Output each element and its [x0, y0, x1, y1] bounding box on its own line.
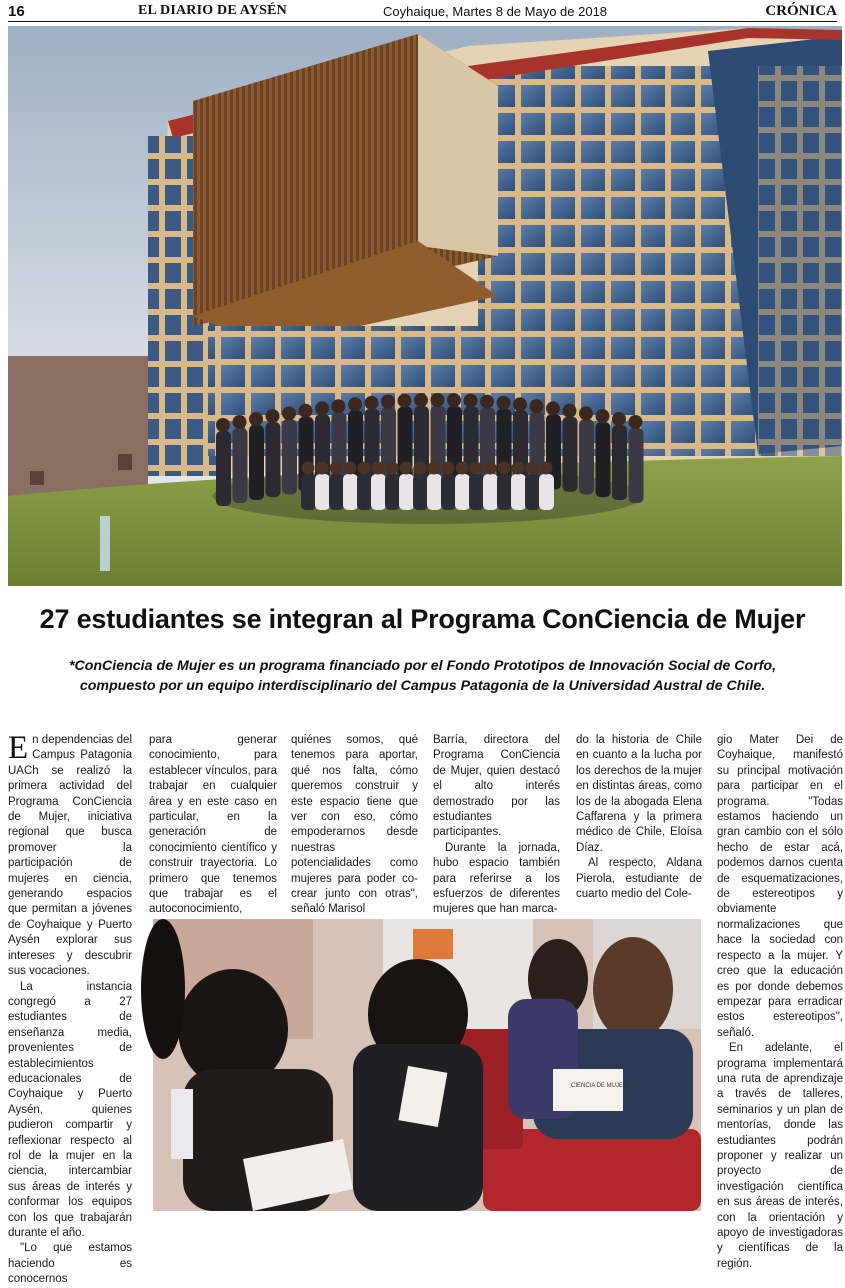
paragraph: gio Mater Dei de Coyhaique, manifestó su principal motivación para participar en el programa. "Todas estamos haciendo un gran cambio con el sólo hecho de estar acá, podemos darnos cuenta de esquematizaciones, de estereotipos y obviamente normalizaciones que hace la sociedad con respecto a la mujer. Y creo que la educación es por donde debemos empezar para erradicar estos estereotipos", señaló.	[717, 734, 843, 1039]
person-head	[513, 397, 527, 411]
article-column-5	[576, 733, 702, 902]
person-head	[498, 462, 511, 475]
newspaper-name: EL DIARIO DE AYSÉN	[138, 3, 287, 18]
person-head	[365, 396, 379, 410]
person-head	[629, 415, 643, 429]
person-head	[431, 393, 445, 407]
person-head	[442, 462, 455, 475]
person-head	[414, 393, 428, 407]
person-head	[233, 415, 247, 429]
drop-cap: E	[8, 730, 29, 766]
person-figure	[612, 425, 627, 500]
person-head	[249, 412, 263, 426]
article-headline: 27 estudiantes se integran al Programa ConCiencia de Mujer	[39, 604, 806, 634]
person-head	[530, 399, 544, 413]
paragraph: La instancia congregó a 27 estudiantes de enseñanza media, provenientes de establecimientos educacionales de Coyhaique y Puerto Aysén, quienes pudieron compartir y reflexionar respecto al rol de la mujer en la ciencia, intercambiar sus áreas de interés y conformar los equipos con los que trabajarán durante el año.	[8, 980, 132, 1239]
person-head	[348, 397, 362, 411]
booklet-text: CIENCIA DE MUJER	[571, 1083, 628, 1089]
person-figure	[441, 474, 456, 510]
person-head	[398, 394, 412, 408]
paragraph: En adelante, el programa implementará una ruta de aprendizaje a través de talleres, seminarios y un plan de mentorías, donde las estudiantes podrán proponer y realizar un proyecto de investigación científica en sus áreas de interés, con la orientación y apoyo de investigadoras y científicas de la región.	[717, 1042, 843, 1270]
person-figure	[371, 474, 386, 510]
person-figure	[385, 474, 400, 510]
person-figure	[249, 425, 264, 500]
person-figure	[497, 474, 512, 510]
person-head	[447, 393, 461, 407]
person-head	[579, 406, 593, 420]
paragraph: para generar conocimiento, para establecer vínculos, para trabajar en cualquier área y en este caso en particular, en la generación de conocimiento científico y construir trayectoria. Lo primero que tenemos que trabajar es el autoconocimiento,	[149, 734, 277, 916]
person-figure	[282, 419, 297, 494]
person-head	[480, 395, 494, 409]
person-figure	[563, 417, 578, 492]
paragraph: Barría, directora del Programa ConCiencia de Mujer, quien destacó el alto interés demostrado por las estudiantes participantes.	[433, 734, 560, 839]
person-head	[386, 462, 399, 475]
person-figure	[539, 474, 554, 510]
person-head	[372, 462, 385, 475]
person-head	[540, 462, 553, 475]
person-head	[456, 462, 469, 475]
person-head	[512, 462, 525, 475]
person-head	[330, 462, 343, 475]
person-head	[316, 462, 329, 475]
article-column-1	[8, 730, 132, 1288]
paragraph: quiénes somos, qué tenemos para aportar, qué nos falta, cómo queremos construir y este espacio tiene que ver con eso, cómo empoderarnos desde nuestras potencialidades como mujeres para poder co-crear junto con otras", señaló Marisol	[291, 734, 418, 916]
person-figure	[233, 428, 248, 503]
person-head	[315, 401, 329, 415]
person-head	[332, 399, 346, 413]
person-head	[497, 396, 511, 410]
person-head	[216, 418, 230, 432]
person-head	[381, 395, 395, 409]
article-column-6	[717, 733, 843, 1272]
person-head	[596, 409, 610, 423]
person-head	[484, 462, 497, 475]
person-figure	[399, 474, 414, 510]
paragraph: "Lo que estamos haciendo es conocernos	[8, 1242, 132, 1286]
person-figure	[315, 474, 330, 510]
person-figure	[329, 474, 344, 510]
person-head	[546, 401, 560, 415]
person-figure	[525, 474, 540, 510]
person-figure	[511, 474, 526, 510]
person-head	[302, 462, 315, 475]
article-column-2	[149, 733, 277, 918]
issue-date: Coyhaique, Martes 8 de Mayo de 2018	[383, 4, 608, 19]
paragraph: Durante la jornada, hubo espacio también para referirse a los esfuerzos de diferentes mujeres que han marca-	[433, 841, 560, 916]
students-workshop-photo	[153, 919, 701, 1211]
group-photo-building	[8, 26, 842, 586]
person-figure	[455, 474, 470, 510]
person-head	[282, 406, 296, 420]
person-figure	[357, 474, 372, 510]
paragraph: n dependencias del Campus Patagonia UACh se realizó la primera actividad del Programa ConCiencia de Mujer, iniciativa regional que busca promover la participación de mujeres en ciencia, generando espacios que permitan a jóvenes de Coyhaique y Puerto Aysén explorar sus intereses y descubrir sus vocaciones.	[8, 734, 132, 978]
person-head	[428, 462, 441, 475]
person-figure	[596, 422, 611, 497]
page-header	[8, 2, 837, 22]
person-head	[612, 412, 626, 426]
person-figure	[483, 474, 498, 510]
article-deck: *ConCiencia de Mujer es un programa financiado por el Fondo Prototipos de Innovación Social de Corfo, compuesto por un equipo interdisciplinario del Campus Patagonia de la Universidad Austral de Chile.	[68, 658, 777, 694]
section-name: CRÓNICA	[765, 3, 837, 19]
person-head	[266, 409, 280, 423]
person-head	[464, 394, 478, 408]
person-head	[563, 404, 577, 418]
person-head	[358, 462, 371, 475]
person-figure	[579, 419, 594, 494]
paragraph: Al respecto, Aldana Pierola, estudiante de cuarto medio del Cole-	[576, 857, 702, 901]
person-head	[344, 462, 357, 475]
person-head	[470, 462, 483, 475]
person-figure	[343, 474, 358, 510]
page-number: 16	[8, 3, 25, 20]
paragraph: do la historia de Chile en cuanto a la lucha por los derechos de la mujer en distintas áreas, como los de la abogada Elena Caffarena y la primera médico de Chile, Eloísa Díaz.	[576, 734, 702, 854]
person-head	[400, 462, 413, 475]
person-figure	[629, 428, 644, 503]
article-column-4	[433, 733, 560, 918]
person-figure	[427, 474, 442, 510]
person-figure	[216, 431, 231, 506]
person-figure	[413, 474, 428, 510]
person-head	[414, 462, 427, 475]
person-head	[526, 462, 539, 475]
person-figure	[301, 474, 316, 510]
article-column-3	[291, 733, 418, 918]
person-head	[299, 404, 313, 418]
person-figure	[469, 474, 484, 510]
person-figure	[266, 422, 281, 497]
